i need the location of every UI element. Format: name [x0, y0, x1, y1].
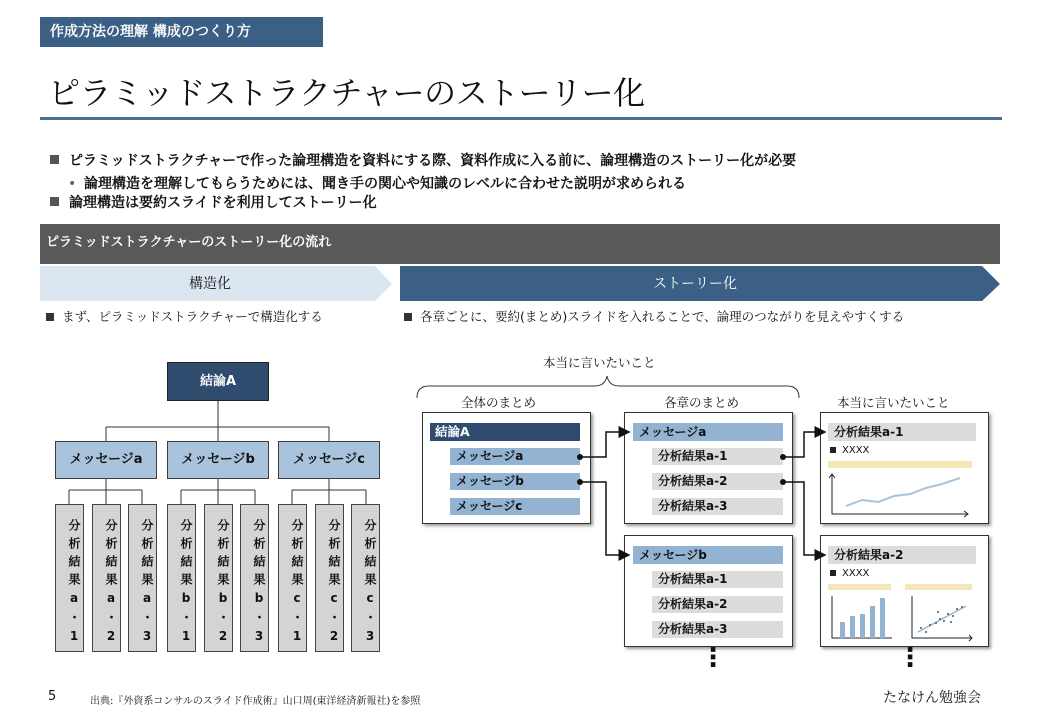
summary-item: メッセージb: [450, 473, 580, 490]
pyramid-leaf: 分析結果a・3: [128, 504, 157, 652]
story-note: 各章ごとに、要約(まとめ)スライドを入れることで、論理のつながりを見えやすくする: [404, 307, 904, 325]
pyramid-leaf: 分析結果c・1: [278, 504, 307, 652]
bullet-3: 論理構造は要約スライドを利用してストーリー化: [50, 192, 377, 212]
brace-label: 本当に言いたいこと: [543, 355, 656, 370]
pyramid-message-c: メッセージc: [278, 441, 380, 479]
summary-item: メッセージa: [450, 448, 580, 465]
story-phase-label: ストーリー化: [653, 276, 737, 292]
ellipsis-detail: ⋮: [897, 643, 923, 673]
pyramid-leaf: 分析結果a・2: [92, 504, 121, 652]
pyramid-leaf: 分析結果b・3: [240, 504, 269, 652]
chapter-b-head: メッセージb: [633, 546, 783, 564]
dot-bullet-icon: •: [68, 176, 77, 192]
chapter-a-item: 分析結果a-1: [652, 448, 783, 465]
flow-band: ピラミッドストラクチャーのストーリー化の流れ: [40, 224, 1000, 264]
col-label-point: 本当に言いたいこと: [837, 395, 950, 410]
structure-note: まず、ピラミッドストラクチャーで構造化する: [46, 307, 323, 325]
page-title: ピラミッドストラクチャーのストーリー化: [48, 74, 645, 112]
detail-2-head: 分析結果a-2: [828, 546, 976, 564]
chapter-a-item: 分析結果a-3: [652, 498, 783, 515]
pyramid-leaf: 分析結果c・2: [315, 504, 344, 652]
bullet-2: • 論理構造を理解してもらうためには、聞き手の関心や知識のレベルに合わせた説明が求められる: [68, 176, 686, 192]
source-citation: 出典:『外資系コンサルのスライド作成術』山口周(東洋経済新報社)を参照: [90, 696, 421, 707]
pyramid-leaf: 分析結果b・2: [204, 504, 233, 652]
page-number: 5: [48, 689, 57, 704]
detail-1-sub: XXXX: [830, 445, 869, 456]
chapter-b-item: 分析結果a-2: [652, 596, 783, 613]
summary-item: メッセージc: [450, 498, 580, 515]
pyramid-message-b: メッセージb: [167, 441, 269, 479]
section-tag: 作成方法の理解 構成のつくり方: [40, 17, 323, 47]
col-label-summary: 全体のまとめ: [461, 395, 537, 410]
chapter-a-item: 分析結果a-2: [652, 473, 783, 490]
chapter-a-head: メッセージa: [633, 423, 783, 441]
pyramid-leaf: 分析結果a・1: [55, 504, 84, 652]
brand-label: たなけん勉強会: [883, 690, 981, 706]
pyramid-leaf: 分析結果c・3: [351, 504, 380, 652]
ellipsis-chapter: ⋮: [700, 643, 726, 673]
chapter-b-item: 分析結果a-3: [652, 621, 783, 638]
structure-phase-label: 構造化: [189, 276, 231, 292]
detail-1-head: 分析結果a-1: [828, 423, 976, 441]
bullet-1: ピラミッドストラクチャーで作った論理構造を資料にする際、資料作成に入る前に、論理構造のストーリー化が必要: [50, 150, 796, 170]
detail-2-sub: XXXX: [830, 568, 869, 579]
pyramid-message-a: メッセージa: [55, 441, 157, 479]
chapter-b-item: 分析結果a-1: [652, 571, 783, 588]
summary-head: 結論A: [430, 423, 580, 441]
pyramid-conclusion: 結論A: [167, 362, 269, 401]
col-label-chapter: 各章のまとめ: [664, 395, 740, 410]
pyramid-leaf: 分析結果b・1: [167, 504, 196, 652]
